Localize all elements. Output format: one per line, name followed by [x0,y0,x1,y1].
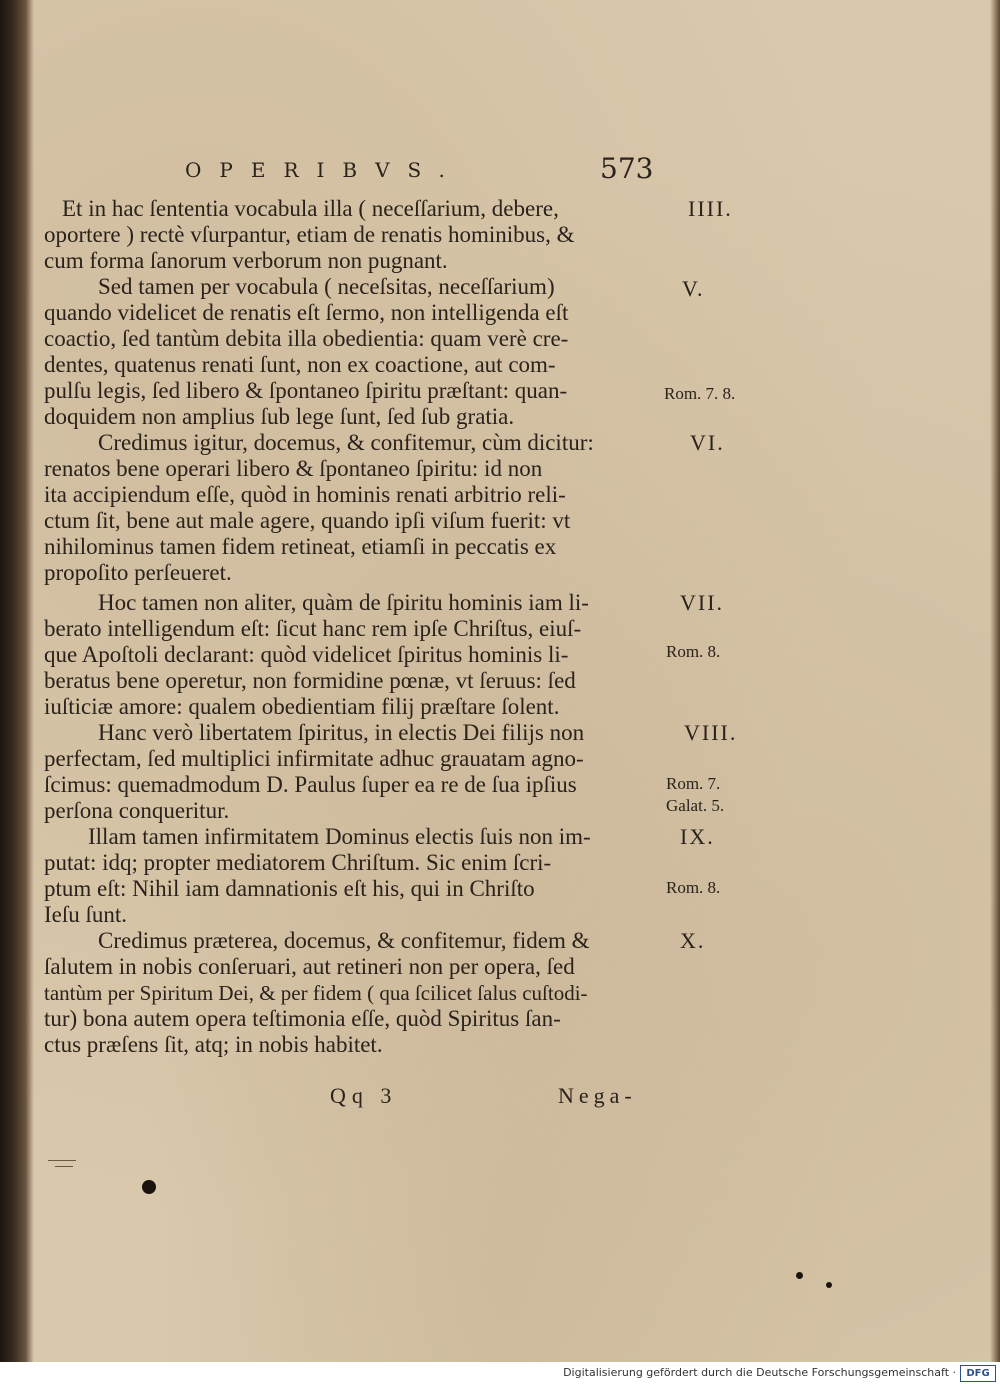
text-line: ſcimus: quemadmodum D. Paulus ſuper ea re de ſua ipſius [44,772,577,797]
text-line: Et in hac ſententia vocabula illa ( neceſſarium, debere, [62,196,559,221]
text-line: ita accipiendum eſſe, quòd in hominis renati arbitrio reli- [44,482,566,507]
margin-numeral: X. [680,928,706,953]
text-line: pulſu legis, ſed libero & ſpontaneo ſpiritu præſtant: quan- [44,378,568,403]
margin-numeral: VI. [690,430,725,455]
text-line: iuſticiæ amore: qualem obedientiam filij præſtare ſolent. [44,694,560,719]
text-line: nihilominus tamen fidem retineat, etiamſi in peccatis ex [44,534,557,559]
ink-speck [142,1180,156,1194]
page-edge-shadow [990,0,1000,1362]
text-line: ſalutem in nobis conſeruari, aut retineri non per opera, ſed [44,954,575,979]
ink-mark [55,1166,73,1167]
text-line: tantùm per Spiritum Dei, & per fidem ( qua ſcilicet ſalus cuſtodi- [44,981,588,1005]
margin-reference: Galat. 5. [666,796,725,815]
funding-credit: Digitalisierung gefördert durch die Deutsche Forschungsgemeinschaft · [563,1366,956,1379]
catchword: Nega- [558,1083,637,1108]
margin-reference: Rom. 8. [666,878,721,897]
text-line: coactio, ſed tantùm debita illa obedientia: quam verè cre- [44,326,569,351]
text-line: ptum eſt: Nihil iam damnationis eſt his, qui in Chriſto [44,876,535,901]
text-line: dentes, quatenus renati ſunt, non ex coactione, aut com- [44,352,556,377]
margin-reference: Rom. 8. [666,642,721,661]
text-line: Ieſu ſunt. [44,902,128,927]
text-line: tur) bona autem opera teſtimonia eſſe, quòd Spiritus ſan- [44,1006,561,1031]
text-line: Credimus igitur, docemus, & confitemur, cùm dicitur: [98,430,594,455]
margin-numeral: VIII. [684,720,738,745]
text-line: perſona conqueritur. [44,798,230,823]
book-spine-shadow [0,0,34,1362]
margin-numeral: IIII. [688,196,733,221]
text-line: Hoc tamen non aliter, quàm de ſpiritu hominis iam li- [98,590,589,615]
signature-mark: Qq 3 [330,1083,398,1108]
ink-mark [48,1160,76,1161]
text-line: oportere ) rectè vſurpantur, etiam de renatis hominibus, & [44,222,575,247]
page-number: 573 [600,152,654,185]
text-line: Sed tamen per vocabula ( neceſsitas, neceſſarium) [98,274,555,299]
margin-numeral: VII. [680,590,725,615]
text-line: Illam tamen infirmitatem Dominus electis ſuis non im- [88,824,591,849]
text-line: ctus præſens ſit, atq; in nobis habitet. [44,1032,383,1057]
margin-reference: Rom. 7. [666,774,721,793]
margin-numeral: IX. [680,824,715,849]
text-line: perfectam, ſed multiplici infirmitate adhuc grauatam agno- [44,746,584,771]
text-line: doquidem non amplius ſub lege ſunt, ſed ſub gratia. [44,404,515,429]
dfg-logo: DFG [960,1365,996,1382]
running-title: OPERIBVS. [185,158,463,182]
text-line: ctum ſit, bene aut male agere, quando ipſi viſum fuerit: vt [44,508,571,533]
text-line: propoſito perſeueret. [44,560,232,585]
text-line: cum forma ſanorum verborum non pugnant. [44,248,448,273]
text-line: putat: idq; propter mediatorem Chriſtum. Sic enim ſcri- [44,850,552,875]
text-line: renatos bene operari libero & ſpontaneo ſpiritu: id non [44,456,543,481]
text-line: beratus bene operetur, non formidine pœnæ, vt ſeruus: ſed [44,668,576,693]
ink-speck [796,1272,803,1279]
text-line: Hanc verò libertatem ſpiritus, in electis Dei filijs non [98,720,585,745]
text-line: quando videlicet de renatis eſt ſermo, non intelligenda eſt [44,300,569,325]
margin-numeral: V. [682,276,705,301]
footer-bar [0,1362,1000,1384]
ink-speck [826,1282,832,1288]
text-line: que Apoſtoli declarant: quòd videlicet ſpiritus hominis li- [44,642,569,667]
margin-reference: Rom. 7. 8. [664,384,736,403]
text-line: Credimus præterea, docemus, & confitemur, fidem & [98,928,590,953]
text-line: berato intelligendum eſt: ſicut hanc rem ipſe Chriſtus, eiuſ- [44,616,582,641]
